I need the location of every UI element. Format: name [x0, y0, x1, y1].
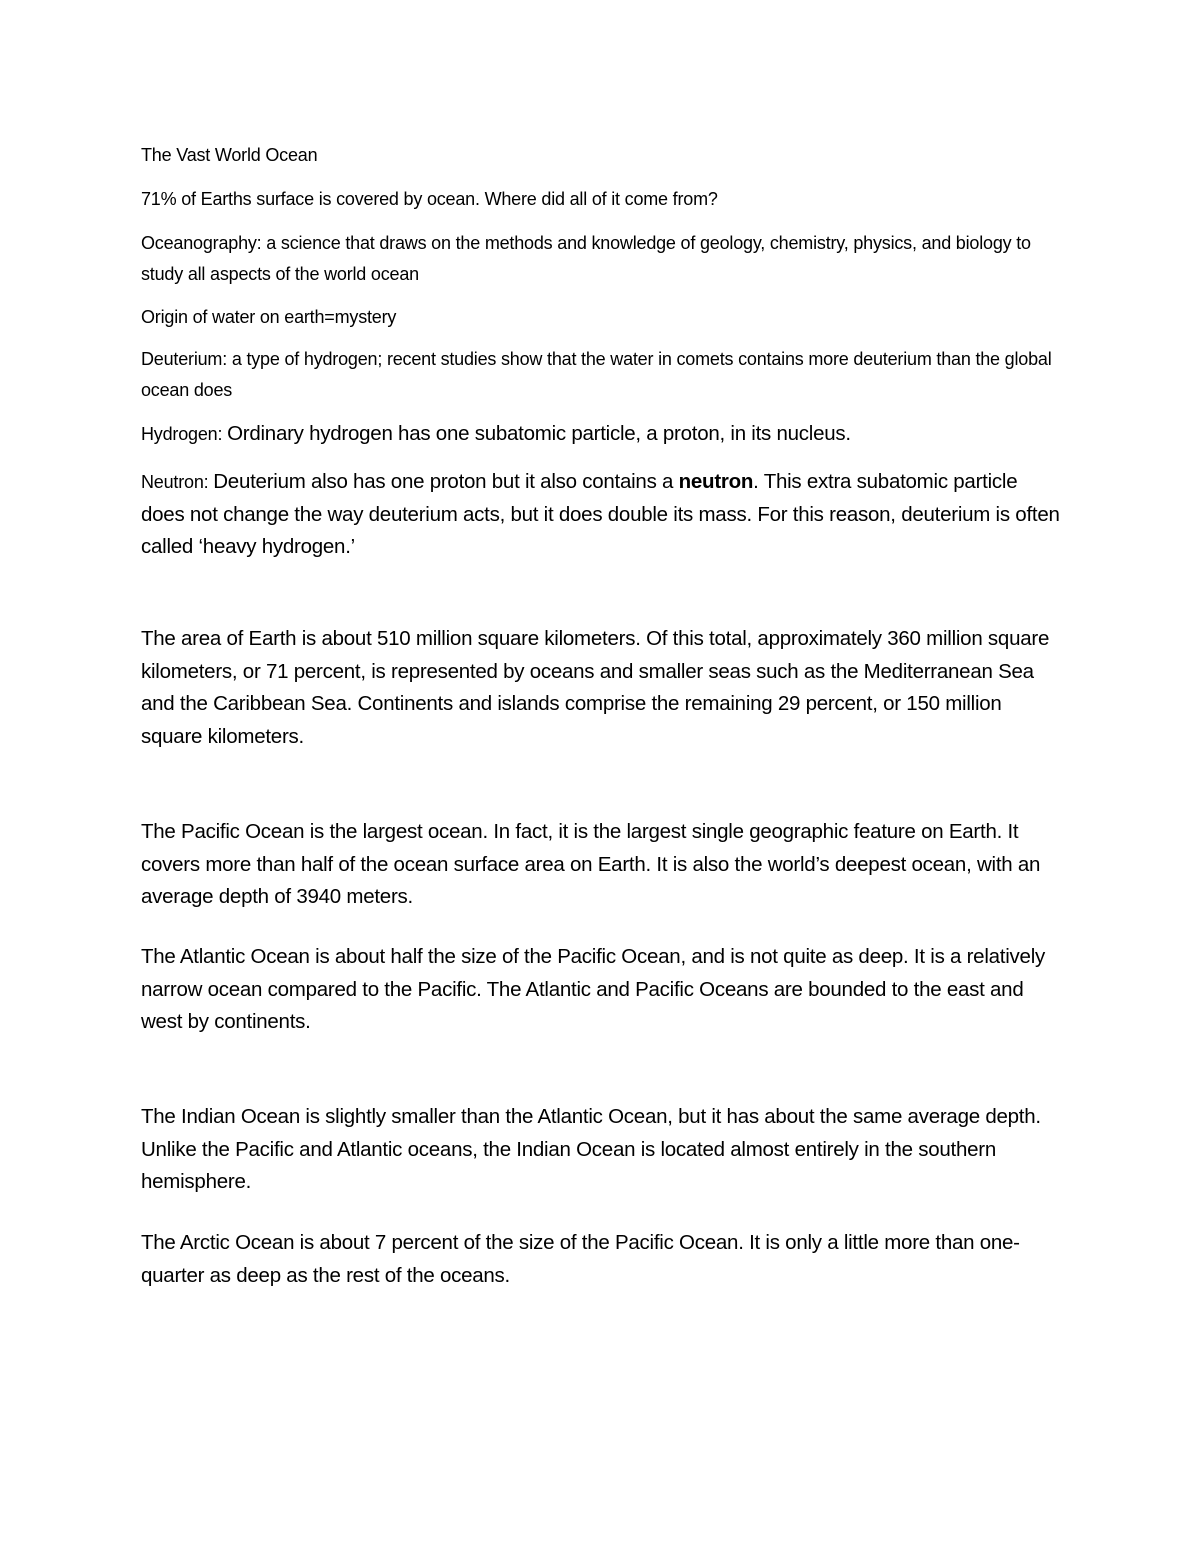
neutron-text-before: Deuterium also has one proton but it also contains a — [213, 470, 679, 493]
hydrogen-label: Hydrogen: — [141, 424, 228, 444]
neutron-text-after: . This extra subatomic particle does not change the way deuterium acts, but it does double its mass. For this reason, deuterium is often called ‘heavy hydrogen.’ — [141, 470, 1060, 558]
oceanography-definition: Oceanography: a science that draws on the methods and knowledge of geology, chemistry, physics, and biology to study all aspects of the world ocean — [141, 233, 1031, 284]
hydrogen-text: Ordinary hydrogen has one subatomic particle, a proton, in its nucleus. — [227, 422, 851, 445]
document-title: The Vast World Ocean — [141, 145, 318, 165]
pacific-ocean-paragraph: The Pacific Ocean is the largest ocean. In fact, it is the largest single geographic feature on Earth. It covers more than half of the ocean surface area on Earth. It is also the world’s deepest ocean, with an average depth of 3940 meters. — [141, 820, 1041, 908]
arctic-ocean-paragraph: The Arctic Ocean is about 7 percent of the size of the Pacific Ocean. It is only a little more than one-quarter as deep as the rest of the oceans. — [141, 1231, 1020, 1287]
neutron-bold-word: neutron — [678, 470, 754, 493]
earth-area-paragraph: The area of Earth is about 510 million square kilometers. Of this total, approximately 360 million square kilometers, or 71 percent, is represented by oceans and smaller seas such as the Mediterranean Sea and the Caribbean Sea. Continents and islands comprise the remaining 29 percent, or 150 million square kilometers. — [141, 627, 1050, 748]
neutron-label: Neutron: — [141, 472, 214, 492]
intro-line: 71% of Earths surface is covered by ocean. Where did all of it come from? — [141, 189, 718, 209]
hydrogen-definition — [141, 418, 1061, 451]
deuterium-definition: Deuterium: a type of hydrogen; recent studies show that the water in comets contains more deuterium than the global ocean does — [141, 349, 1052, 400]
atlantic-ocean-paragraph: The Atlantic Ocean is about half the size of the Pacific Ocean, and is not quite as deep. It is a relatively narrow ocean compared to the Pacific. The Atlantic and Pacific Oceans are bounded to the east and west by continents. — [141, 945, 1045, 1033]
neutron-definition — [141, 466, 1061, 564]
indian-ocean-paragraph: The Indian Ocean is slightly smaller than the Atlantic Ocean, but it has about the same average depth. Unlike the Pacific and Atlantic oceans, the Indian Ocean is located almost entirely in the southern hemisphere. — [141, 1105, 1041, 1193]
origin-line: Origin of water on earth=mystery — [141, 307, 397, 327]
